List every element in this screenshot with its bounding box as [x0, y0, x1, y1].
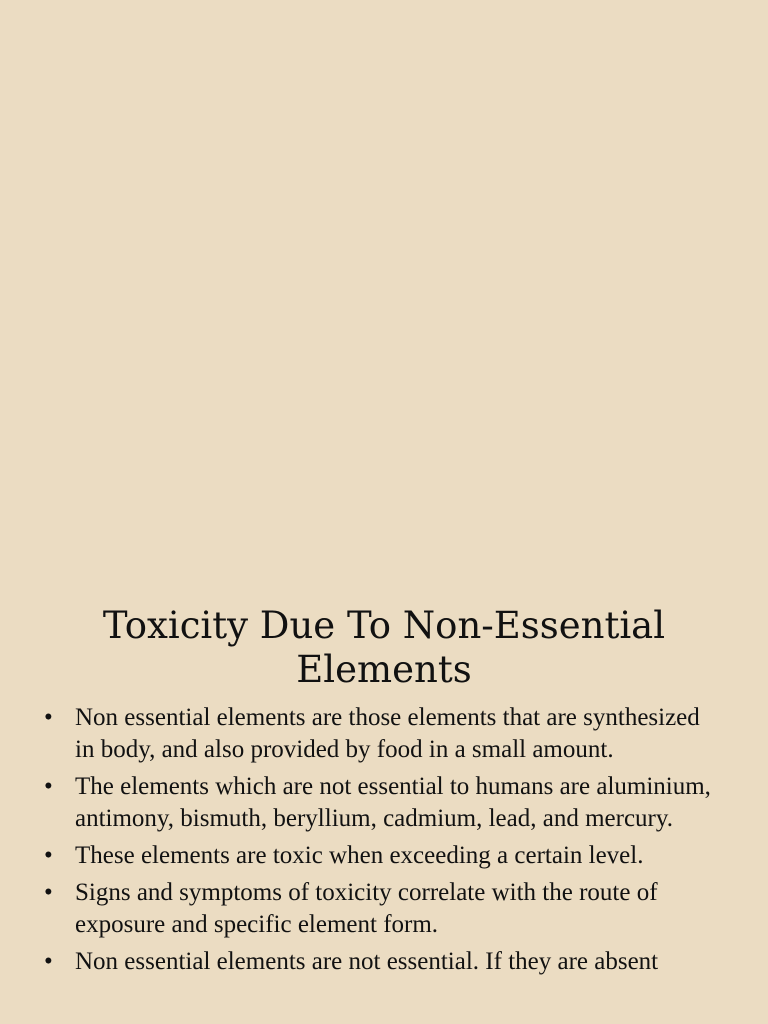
bullet-item	[0, 840, 768, 872]
bullet-text: Signs and symptoms of toxicity correlate with the route of exposure and specific element form.	[75, 879, 658, 938]
bullet-marker: •	[44, 879, 53, 906]
bullet-text: These elements are toxic when exceeding a certain level.	[75, 842, 644, 869]
bullet-marker: •	[44, 773, 53, 800]
bullet-item	[0, 877, 768, 941]
slide-title: Toxicity Due To Non-Essential Elements	[102, 604, 666, 691]
bullet-item	[0, 771, 768, 835]
bullet-item	[0, 702, 768, 766]
bullet-marker: •	[44, 704, 53, 731]
bullet-text: Non essential elements are those elements that are synthesized in body, and also provided by food in a small amount.	[75, 704, 700, 763]
bullet-text: Non essential elements are not essential. If they are absent	[75, 948, 659, 975]
bullet-text: The elements which are not essential to humans are aluminium, antimony, bismuth, beryllium, cadmium, lead, and mercury.	[75, 773, 711, 832]
bullet-item	[0, 946, 768, 978]
bullet-marker: •	[44, 948, 53, 975]
bullet-marker: •	[44, 842, 53, 869]
bullet-list	[0, 702, 768, 983]
